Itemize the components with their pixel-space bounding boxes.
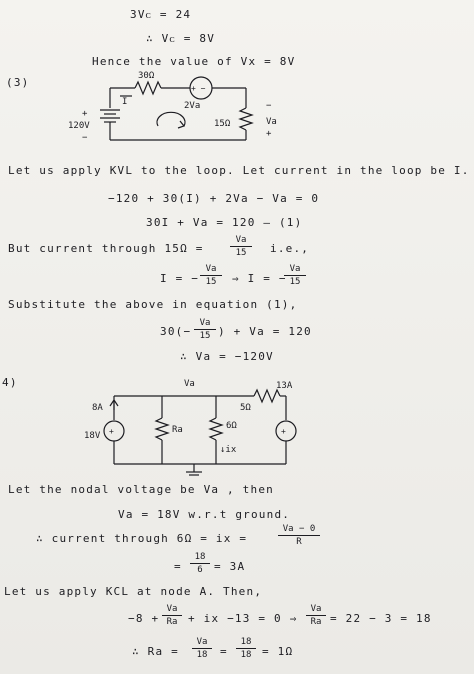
- fraction-numerator: Va: [166, 604, 178, 614]
- current-8A-label: 8A: [92, 403, 103, 413]
- fraction-denominator: 15: [235, 248, 247, 258]
- current-13A-label: 13A: [276, 381, 293, 391]
- fraction-numerator: Va: [205, 264, 217, 274]
- current-ix-label: ↓ix: [220, 445, 237, 455]
- kvl-equation: −120 + 30(I) + 2Va − Va = 0: [108, 192, 320, 205]
- current-I-label: I: [122, 97, 128, 107]
- substitution-left: 30(−: [160, 325, 192, 338]
- fraction-denominator: Ra: [166, 617, 178, 627]
- kcl-mid: + ix −13 = 0 ⇒: [188, 612, 298, 625]
- fraction-denominator: 18: [196, 650, 208, 660]
- fraction-denominator: 15: [205, 277, 217, 287]
- voltage-18-label: 18V: [84, 431, 101, 441]
- ix-equals-sign: =: [174, 560, 182, 573]
- prev-line-3: Hence the value of Vx = 8V: [92, 55, 296, 68]
- ra-result-left: ∴ Ra =: [132, 645, 179, 658]
- current-through-6-text: ∴ current through 6Ω = ix =: [36, 532, 248, 545]
- va-minus-sign: −: [266, 101, 272, 111]
- svg-text:+: +: [109, 427, 114, 436]
- question-number-4: 4): [2, 376, 18, 389]
- kcl-right: = 22 − 3 = 18: [330, 612, 432, 625]
- minus-sign: −: [82, 133, 88, 143]
- fraction-va-over-15-a: [200, 264, 222, 287]
- kcl-intro: Let us apply KCL at node A. Then,: [4, 585, 263, 598]
- fraction-va-over-15: [230, 235, 252, 258]
- prev-line-1: 3Vᴄ = 24: [130, 8, 192, 21]
- resistor-ra-label: Ra: [172, 425, 183, 435]
- dependent-source-polarity: + −: [191, 84, 206, 93]
- fraction-va-over-15-b: [284, 264, 306, 287]
- va-label: Va: [266, 117, 277, 127]
- nodal-voltage-text: Let the nodal voltage be Va , then: [8, 483, 274, 496]
- fraction-numerator: Va − 0: [282, 524, 316, 534]
- fraction-va-over-18: [192, 637, 212, 660]
- current-expression-mid: ⇒ I = −: [232, 272, 287, 285]
- fraction-va-over-ra-a: [162, 604, 182, 627]
- but-current-text: But current through 15Ω =: [8, 242, 204, 255]
- fraction-denominator: Ra: [310, 617, 322, 627]
- kvl-intro: Let us apply KVL to the loop. Let current in the loop be I.: [8, 164, 470, 177]
- resistor-30-label: 30Ω: [138, 71, 155, 81]
- fraction-va-minus-0-over-r: [278, 524, 320, 547]
- fraction-numerator: 18: [240, 637, 252, 647]
- resistor-15-label: 15Ω: [214, 119, 231, 129]
- equation-1: 30I + Va = 120 — (1): [146, 216, 303, 229]
- ie-text: i.e.,: [270, 242, 310, 255]
- ix-value: = 3A: [214, 560, 246, 573]
- prev-line-2: ∴ Vᴄ = 8V: [146, 32, 216, 45]
- substitute-text: Substitute the above in equation (1),: [8, 298, 298, 311]
- ra-result-mid: =: [220, 645, 228, 658]
- current-expression-left: I = −: [160, 272, 200, 285]
- fraction-numerator: Va: [235, 235, 247, 245]
- fraction-numerator: Va: [310, 604, 322, 614]
- fraction-denominator: 6: [197, 565, 203, 575]
- fraction-numerator: Va: [199, 318, 211, 328]
- dependent-source-label: 2Va: [184, 101, 201, 111]
- fraction-denominator: 18: [240, 650, 252, 660]
- va-equals-18: Va = 18V w.r.t ground.: [118, 508, 291, 521]
- plus-sign: +: [82, 109, 88, 119]
- fraction-denominator: 15: [199, 331, 211, 341]
- nodal-circuit-diagram: [74, 376, 304, 476]
- va-result: ∴ Va = −120V: [180, 350, 274, 363]
- fraction-denominator: 15: [289, 277, 301, 287]
- kcl-left: −8 +: [128, 612, 160, 625]
- question-number-3: (3): [6, 76, 30, 89]
- series-circuit-diagram: [60, 68, 290, 148]
- resistor-5-label: 5Ω: [240, 403, 251, 413]
- fraction-numerator: Va: [196, 637, 208, 647]
- fraction-va-over-15-c: [194, 318, 216, 341]
- fraction-denominator: R: [296, 537, 302, 547]
- substitution-right: ) + Va = 120: [218, 325, 312, 338]
- fraction-numerator: 18: [194, 552, 206, 562]
- fraction-numerator: Va: [289, 264, 301, 274]
- svg-text:+: +: [281, 427, 286, 436]
- va-plus-sign: +: [266, 129, 272, 139]
- fraction-va-over-ra-b: [306, 604, 326, 627]
- node-va-label: Va: [184, 379, 195, 389]
- resistor-6-label: 6Ω: [226, 421, 237, 431]
- ra-result-right: = 1Ω: [262, 645, 294, 658]
- fraction-18-over-18: [236, 637, 256, 660]
- voltage-120-label: 120V: [68, 121, 90, 131]
- fraction-18-over-6: [190, 552, 210, 575]
